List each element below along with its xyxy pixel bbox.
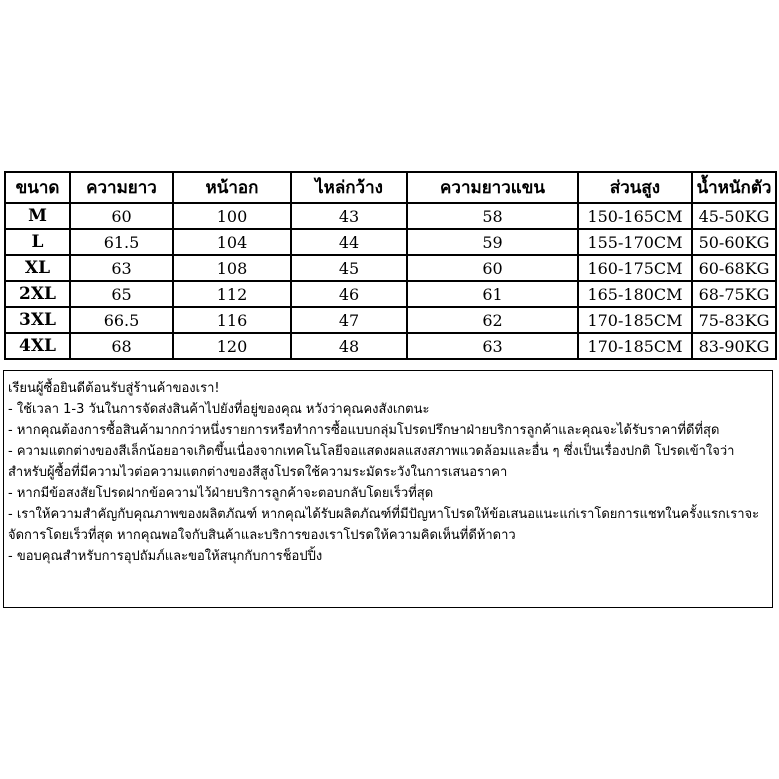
size-chart-table bbox=[4, 171, 777, 360]
chest-cell: 104 bbox=[173, 229, 291, 255]
header-shoulder-width: ไหล่กว้าง bbox=[291, 172, 407, 203]
length-cell: 65 bbox=[70, 281, 173, 307]
weight-cell: 68-75KG bbox=[692, 281, 776, 307]
sleeve-cell: 58 bbox=[407, 203, 578, 229]
note-item: - ใช้เวลา 1-3 วันในการจัดส่งสินค้าไปยังที่อยู่ของคุณ หวังว่าคุณคงสังเกตนะ bbox=[8, 402, 430, 417]
height-cell: 165-180CM bbox=[578, 281, 692, 307]
height-cell: 155-170CM bbox=[578, 229, 692, 255]
size-cell: L bbox=[5, 229, 70, 255]
greeting-text: เรียนผู้ซื้อยินดีต้อนรับสู่ร้านค้าของเรา! bbox=[8, 381, 220, 396]
length-cell: 68 bbox=[70, 333, 173, 359]
note-item: - ขอบคุณสำหรับการอุปถัมภ์และขอให้สนุกกับการช็อปปิ้ง bbox=[8, 549, 323, 564]
shoulder-cell: 45 bbox=[291, 255, 407, 281]
header-length: ความยาว bbox=[70, 172, 173, 203]
chest-cell: 120 bbox=[173, 333, 291, 359]
table-row bbox=[5, 255, 776, 281]
note-item: - เราให้ความสำคัญกับคุณภาพของผลิตภัณฑ์ หากคุณได้รับผลิตภัณฑ์ที่มีปัญหาโปรดให้ข้อเสนอแนะแก่เราโดยการแชทในครั้งแรกเราจะจัดการโดยเร็วที่สุด หากคุณพอใจกับสินค้าและบริการของเราโปรดให้ความคิดเห็นที่ดีห้าดาว bbox=[8, 507, 760, 543]
shoulder-cell: 47 bbox=[291, 307, 407, 333]
weight-cell: 50-60KG bbox=[692, 229, 776, 255]
weight-cell: 83-90KG bbox=[692, 333, 776, 359]
height-cell: 170-185CM bbox=[578, 307, 692, 333]
length-cell: 60 bbox=[70, 203, 173, 229]
table-row bbox=[5, 229, 776, 255]
shoulder-cell: 44 bbox=[291, 229, 407, 255]
sleeve-cell: 63 bbox=[407, 333, 578, 359]
size-cell: 3XL bbox=[5, 307, 70, 333]
length-cell: 66.5 bbox=[70, 307, 173, 333]
size-cell: 2XL bbox=[5, 281, 70, 307]
sleeve-cell: 59 bbox=[407, 229, 578, 255]
size-cell: 4XL bbox=[5, 333, 70, 359]
length-cell: 63 bbox=[70, 255, 173, 281]
sleeve-cell: 60 bbox=[407, 255, 578, 281]
table-row bbox=[5, 203, 776, 229]
weight-cell: 75-83KG bbox=[692, 307, 776, 333]
weight-cell: 60-68KG bbox=[692, 255, 776, 281]
height-cell: 160-175CM bbox=[578, 255, 692, 281]
header-chest: หน้าอก bbox=[173, 172, 291, 203]
shoulder-cell: 43 bbox=[291, 203, 407, 229]
chest-cell: 116 bbox=[173, 307, 291, 333]
size-cell: XL bbox=[5, 255, 70, 281]
shoulder-cell: 46 bbox=[291, 281, 407, 307]
store-notes-box bbox=[3, 370, 773, 608]
sleeve-cell: 61 bbox=[407, 281, 578, 307]
note-item: - หากคุณต้องการซื้อสินค้ามากกว่าหนึ่งรายการหรือทำการซื้อแบบกลุ่มโปรดปรึกษาฝ่ายบริการลูกค้าและคุณจะได้รับราคาที่ดีที่สุด bbox=[8, 423, 720, 438]
weight-cell: 45-50KG bbox=[692, 203, 776, 229]
shoulder-cell: 48 bbox=[291, 333, 407, 359]
table-row bbox=[5, 333, 776, 359]
height-cell: 150-165CM bbox=[578, 203, 692, 229]
height-cell: 170-185CM bbox=[578, 333, 692, 359]
table-header-row bbox=[5, 172, 776, 203]
table-row bbox=[5, 281, 776, 307]
note-item: - หากมีข้อสงสัยโปรดฝากข้อความไว้ฝ่ายบริการลูกค้าจะตอบกลับโดยเร็วที่สุด bbox=[8, 486, 434, 501]
header-size: ขนาด bbox=[5, 172, 70, 203]
header-sleeve-length: ความยาวแขน bbox=[407, 172, 578, 203]
size-cell: M bbox=[5, 203, 70, 229]
header-height: ส่วนสูง bbox=[578, 172, 692, 203]
chest-cell: 108 bbox=[173, 255, 291, 281]
chest-cell: 100 bbox=[173, 203, 291, 229]
table-row bbox=[5, 307, 776, 333]
sleeve-cell: 62 bbox=[407, 307, 578, 333]
chest-cell: 112 bbox=[173, 281, 291, 307]
length-cell: 61.5 bbox=[70, 229, 173, 255]
note-item: - ความแตกต่างของสีเล็กน้อยอาจเกิดขึ้นเนื่องจากเทคโนโลยีจอแสดงผลแสงสภาพแวดล้อมและอื่น ๆ ซึ่งเป็นเรื่องปกติ โปรดเข้าใจว่าสำหรับผู้ซื้อที่มีความไวต่อความแตกต่างของสีสูงโปรดใช้ความระมัดระวังในการเสนอราคา bbox=[8, 444, 735, 480]
header-weight: น้ำหนักตัว bbox=[692, 172, 776, 203]
